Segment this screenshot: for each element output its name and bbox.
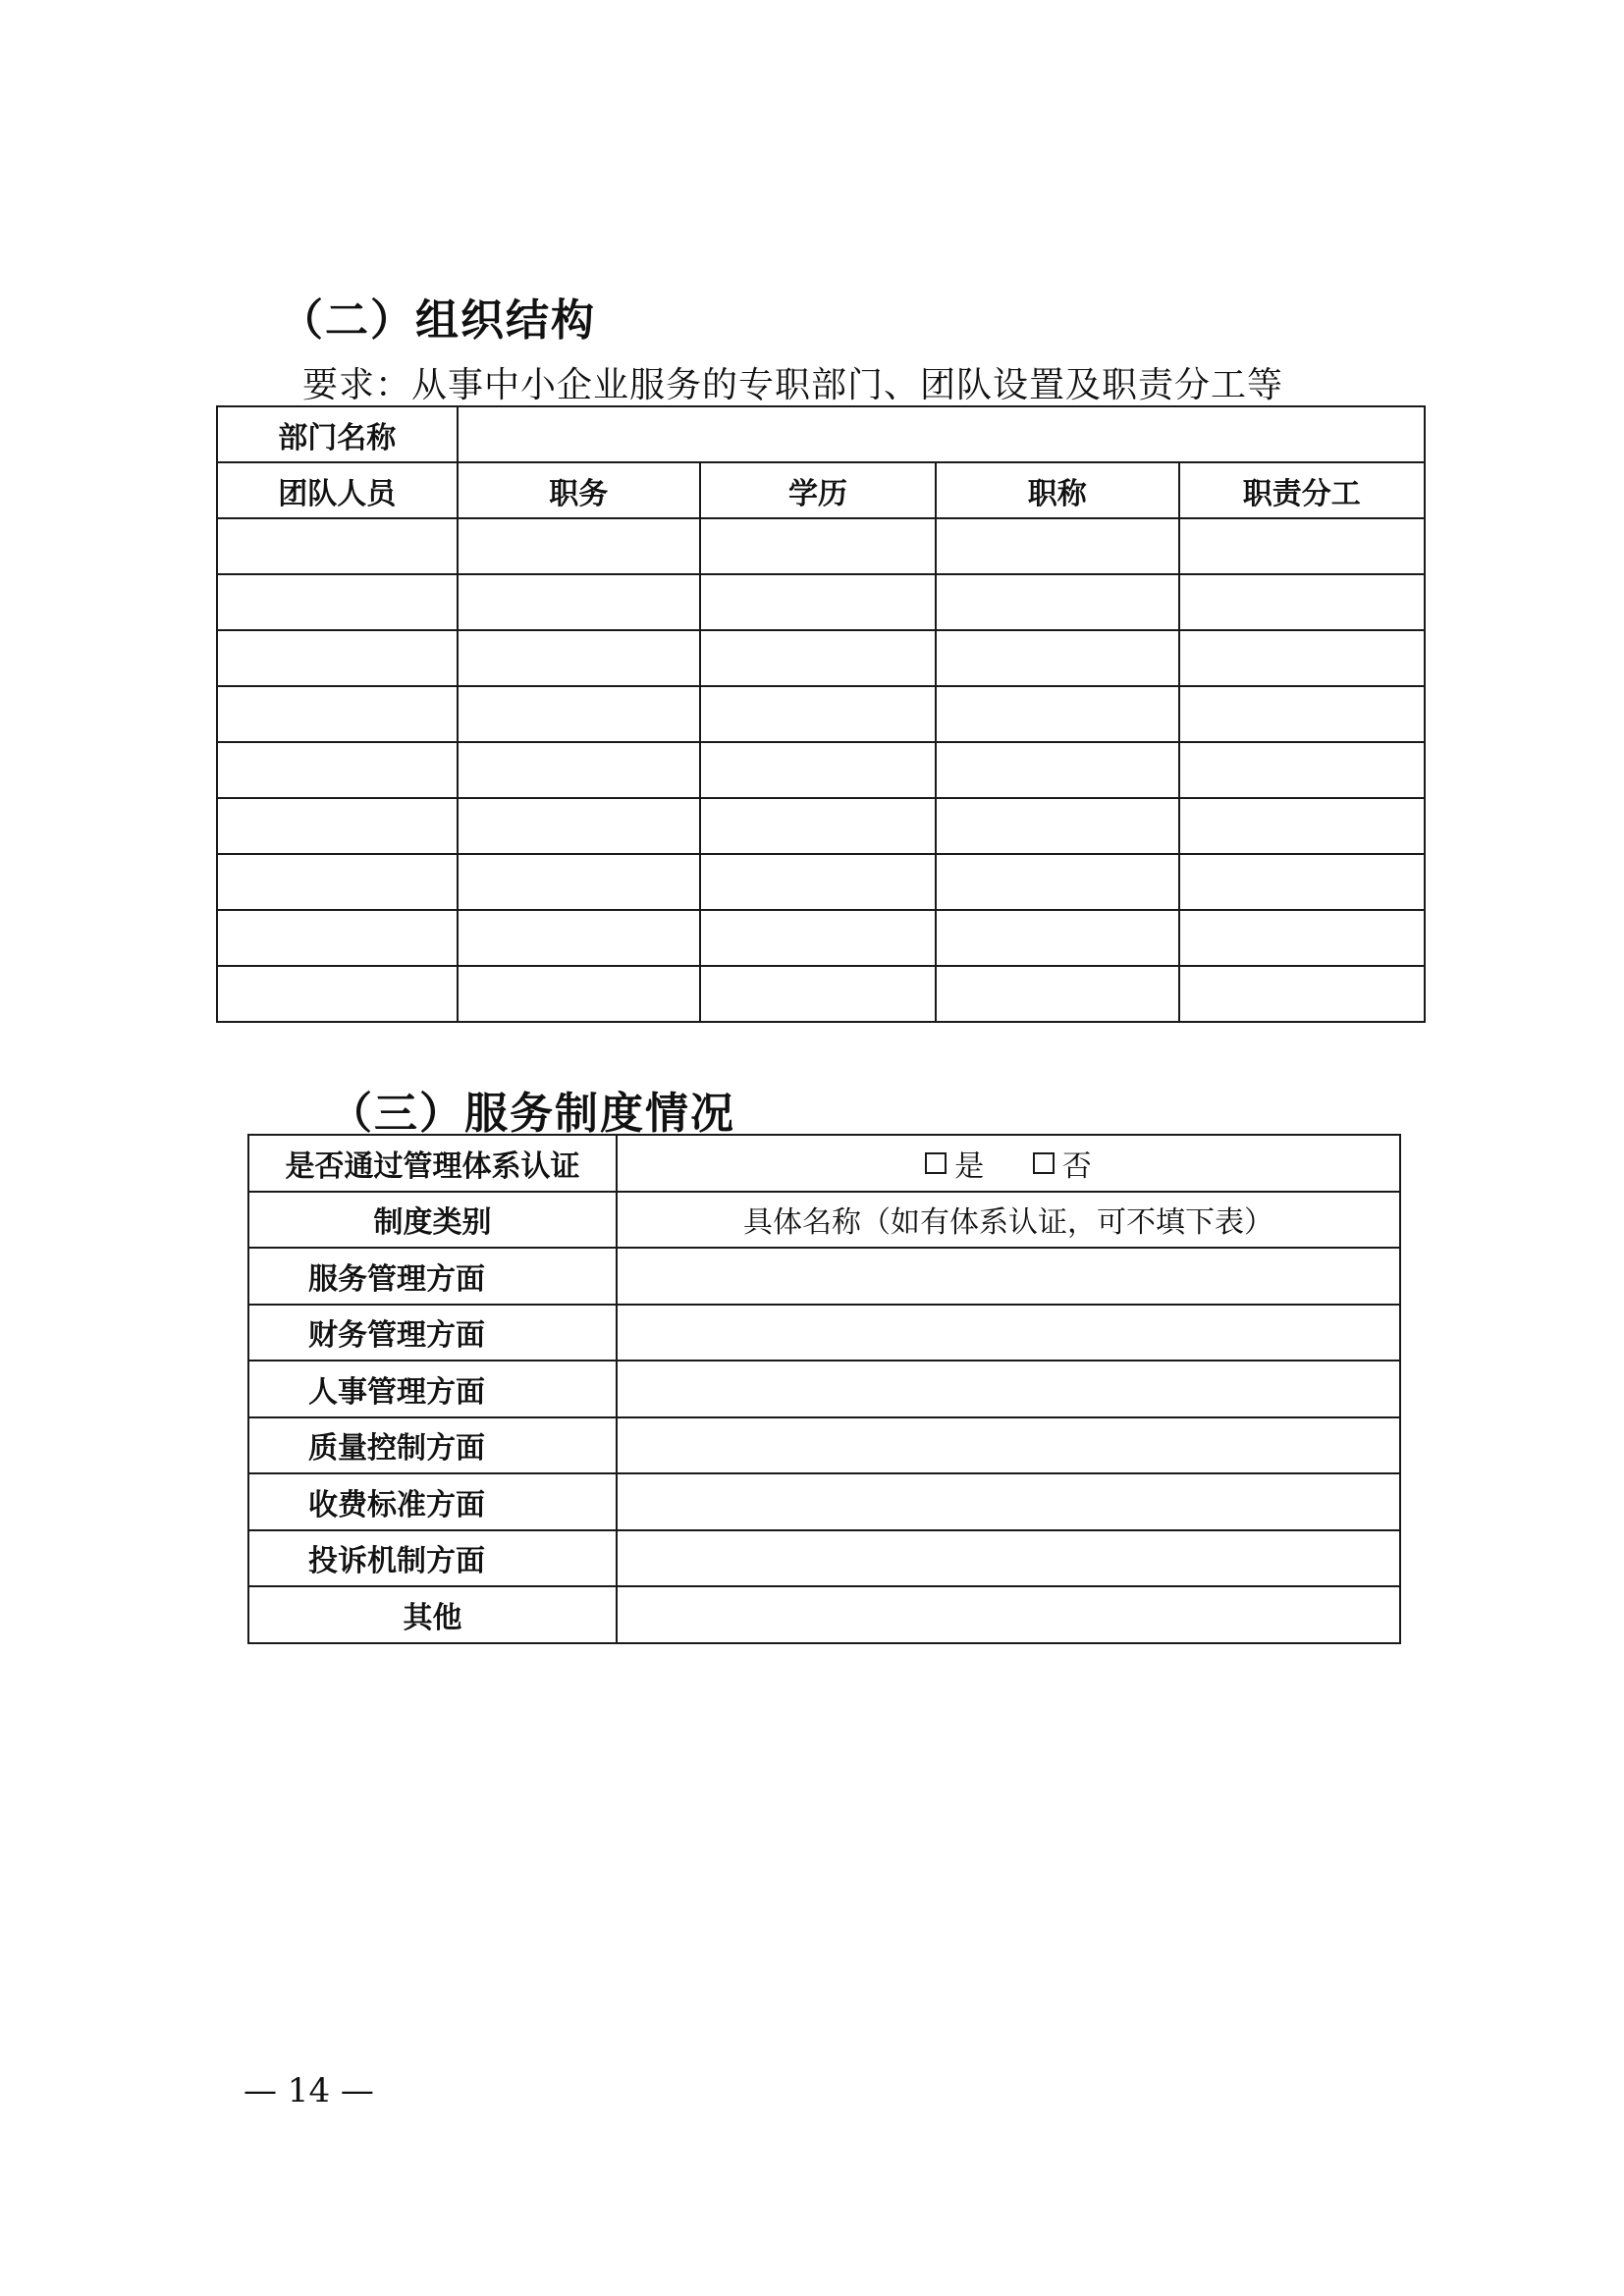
table-cell[interactable] [458,966,701,1022]
table-cell[interactable] [217,854,458,910]
org-table-row [217,742,1425,798]
system-row [248,1417,1400,1474]
org-table-row [217,630,1425,686]
table-cell[interactable] [217,574,458,630]
system-row [248,1530,1400,1587]
table-cell[interactable] [936,966,1179,1022]
table-cell[interactable] [700,630,936,686]
table-cell[interactable] [217,742,458,798]
system-row-field[interactable] [617,1530,1400,1587]
section-heading-org-structure: （二）组织结构 [280,295,596,346]
table-cell[interactable] [1179,910,1426,966]
system-row-field[interactable] [617,1248,1400,1305]
cert-no-label: 否 [1061,1148,1092,1184]
org-structure-table [216,405,1426,1023]
table-cell[interactable] [458,910,701,966]
org-table-row [217,574,1425,630]
dept-name-field[interactable] [458,406,1426,462]
org-table-row [217,966,1425,1022]
table-cell[interactable] [1179,854,1426,910]
cert-label: 是否通过管理体系认证 [248,1135,617,1192]
col-header-duties: 职责分工 [1179,462,1426,518]
table-cell[interactable] [1179,686,1426,742]
org-table-row [217,686,1425,742]
col-header-position: 职务 [458,462,701,518]
system-row-label: 服务管理方面 [248,1248,617,1305]
table-cell[interactable] [458,798,701,854]
system-row-label: 财务管理方面 [248,1305,617,1362]
table-cell[interactable] [1179,966,1426,1022]
org-table-row [217,910,1425,966]
col-header-title: 职称 [936,462,1179,518]
table-cell[interactable] [217,686,458,742]
cert-yes-label: 是 [954,1148,985,1184]
table-cell[interactable] [1179,518,1426,574]
system-row-label: 人事管理方面 [248,1361,617,1417]
table-cell[interactable] [936,742,1179,798]
category-label: 制度类别 [248,1192,617,1249]
table-cell[interactable] [936,574,1179,630]
system-row-label: 投诉机制方面 [248,1530,617,1587]
system-row [248,1473,1400,1530]
table-cell[interactable] [700,798,936,854]
table-cell[interactable] [217,518,458,574]
table-cell[interactable] [936,854,1179,910]
table-cell[interactable] [700,910,936,966]
system-row-field[interactable] [617,1473,1400,1530]
table-cell[interactable] [217,966,458,1022]
table-cell[interactable] [217,910,458,966]
table-cell[interactable] [936,518,1179,574]
table-cell[interactable] [458,630,701,686]
category-header: 具体名称（如有体系认证，可不填下表） [617,1192,1400,1249]
page-number: — 14 — [244,2071,374,2110]
cert-no-option[interactable] [1033,1142,1092,1185]
system-row-label: 收费标准方面 [248,1473,617,1530]
table-cell[interactable] [700,686,936,742]
org-structure-requirement: 要求：从事中小企业服务的专职部门、团队设置及职责分工等 [302,365,1284,405]
col-header-education: 学历 [700,462,936,518]
category-header-row [248,1192,1400,1249]
table-cell[interactable] [700,854,936,910]
table-cell[interactable] [936,630,1179,686]
system-row [248,1305,1400,1362]
system-row [248,1248,1400,1305]
system-row-field[interactable] [617,1305,1400,1362]
table-cell[interactable] [458,574,701,630]
org-table-row [217,798,1425,854]
table-cell[interactable] [458,686,701,742]
table-cell[interactable] [1179,630,1426,686]
table-cell[interactable] [217,798,458,854]
cert-row [248,1135,1400,1192]
system-row-field[interactable] [617,1417,1400,1474]
system-row-field[interactable] [617,1361,1400,1417]
org-table-row [217,854,1425,910]
dept-name-row [217,406,1425,462]
checkbox-yes[interactable] [925,1152,947,1174]
system-row-field[interactable] [617,1586,1400,1643]
system-row [248,1586,1400,1643]
system-row-label: 其他 [248,1586,617,1643]
table-cell[interactable] [1179,574,1426,630]
table-cell[interactable] [700,966,936,1022]
cert-yes-option[interactable] [925,1142,1023,1185]
org-table-row [217,518,1425,574]
service-system-table [247,1134,1401,1644]
dept-name-label: 部门名称 [217,406,458,462]
org-header-row [217,462,1425,518]
table-cell[interactable] [1179,798,1426,854]
section-heading-service-system: （三）服务制度情况 [329,1089,735,1139]
table-cell[interactable] [458,518,701,574]
system-row-label: 质量控制方面 [248,1417,617,1474]
table-cell[interactable] [700,742,936,798]
table-cell[interactable] [217,630,458,686]
col-header-team-members: 团队人员 [217,462,458,518]
checkbox-no[interactable] [1033,1152,1055,1174]
table-cell[interactable] [936,910,1179,966]
table-cell[interactable] [700,574,936,630]
cert-options [617,1135,1400,1192]
table-cell[interactable] [936,686,1179,742]
table-cell[interactable] [458,742,701,798]
table-cell[interactable] [700,518,936,574]
table-cell[interactable] [1179,742,1426,798]
table-cell[interactable] [458,854,701,910]
system-row [248,1361,1400,1417]
table-cell[interactable] [936,798,1179,854]
